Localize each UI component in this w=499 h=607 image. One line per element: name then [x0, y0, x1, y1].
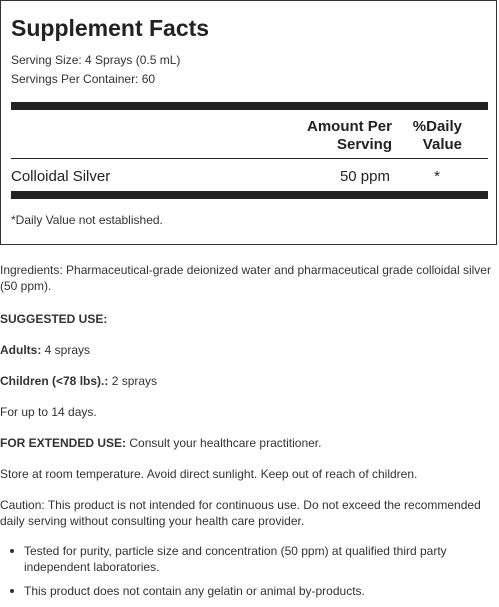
facts-title: Supplement Facts: [11, 15, 210, 41]
header-divider: [11, 158, 488, 159]
children-label: Children (<78 lbs).:: [0, 374, 109, 388]
servings-per-container: Servings Per Container: 60: [11, 72, 156, 86]
extended-use-text: Consult your healthcare practitioner.: [126, 436, 322, 450]
adults-label: Adults:: [0, 343, 42, 357]
daily-value-header: [413, 118, 462, 154]
list-item: [0, 583, 499, 599]
nutrient-name: Colloidal Silver: [11, 168, 111, 185]
duration-text: For up to 14 days.: [0, 405, 97, 419]
bullet-text: This product does not contain any gelatin or animal by-products.: [24, 584, 365, 598]
serving-size: Serving Size: 4 Sprays (0.5 mL): [11, 53, 181, 67]
extended-use-label: FOR EXTENDED USE:: [0, 436, 127, 450]
children-value: 2 sprays: [108, 374, 158, 388]
dv-header-line2: Value: [422, 136, 462, 153]
extended-use: [0, 435, 495, 451]
amount-header-line1: Amount Per: [306, 118, 392, 135]
feature-bullet-list: [0, 543, 499, 607]
bullet-icon: [10, 589, 14, 593]
adults-dosage: [0, 342, 495, 358]
bullet-text: Tested for purity, particle size and concentration (50 ppm) at qualified third party independent laboratories.: [24, 544, 447, 574]
nutrient-daily-value: *: [434, 168, 440, 185]
amount-header-line2: Serving: [336, 136, 392, 153]
thick-divider-bottom: [11, 191, 488, 199]
daily-value-footnote: *Daily Value not established.: [11, 213, 163, 227]
ingredients-text: Ingredients: Pharmaceutical-grade deionized water and pharmaceutical grade colloidal silver (50 ppm).: [0, 263, 491, 293]
supplement-facts-panel: [0, 0, 497, 245]
nutrient-amount: 50 ppm: [339, 168, 390, 185]
list-item: [0, 543, 499, 575]
amount-per-serving-header: [307, 118, 392, 154]
adults-value: 4 sprays: [41, 343, 91, 357]
storage-text: Store at room temperature. Avoid direct sunlight. Keep out of reach of children.: [0, 467, 418, 481]
thick-divider-top: [11, 102, 488, 110]
bullet-icon: [10, 549, 14, 553]
suggested-use-heading: [0, 311, 495, 327]
suggested-use-label: SUGGESTED USE:: [0, 312, 108, 326]
children-dosage: [0, 373, 495, 389]
dv-header-line1: %Daily: [412, 118, 462, 135]
caution-text: Caution: This product is not intended for continuous use. Do not exceed the recommended daily serving without consulting your health care provider.: [0, 498, 481, 528]
